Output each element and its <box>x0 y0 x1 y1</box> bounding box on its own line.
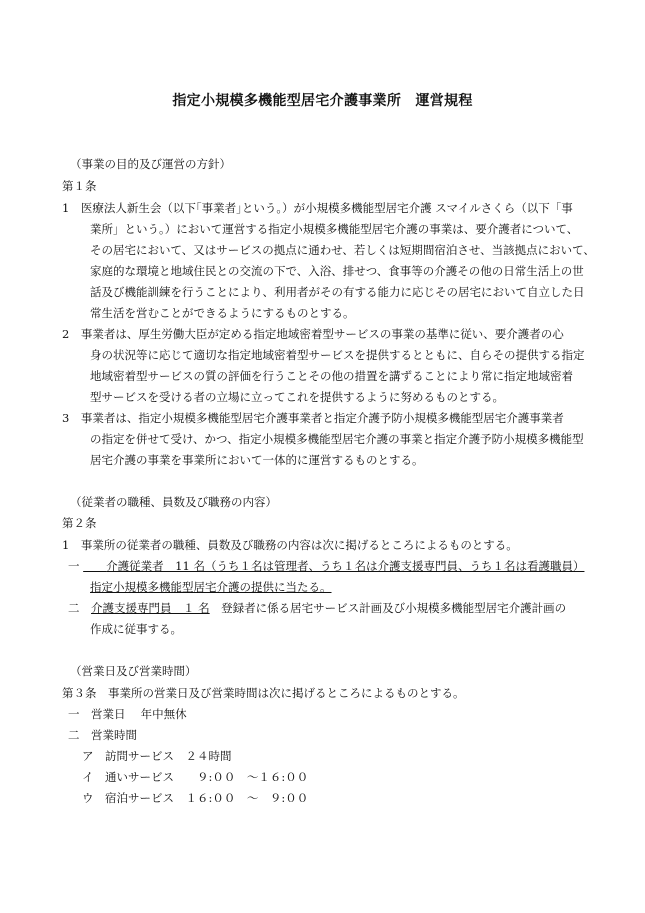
article-1-para-1-line: 常生活を営むことができるようにするものとする。 <box>90 306 355 320</box>
article-3-line: 第３条 事業所の営業日及び営業時間は次に掲げるところによるものとする。 <box>62 686 465 700</box>
article-2-intro: 1 事業所の従業者の職種、員数及び職務の内容は次に掲げるところによるものとする。 <box>62 538 518 552</box>
section-heading-purpose: （事業の目的及び運営の方針） <box>70 157 231 171</box>
article-2-label: 第２条 <box>62 516 97 530</box>
article-1-para-1-line: 話及び機能訓練を行うことにより、利用者がその有する能力に応じその居宅において自立した日 <box>90 285 585 299</box>
business-days-item: 一 営業日 年中無休 <box>68 707 187 721</box>
staff-item-2-rest: 登録者に係る居宅サービス計画及び小規模多機能型居宅介護計画の <box>209 601 567 615</box>
article-1-para-2-line: 地域密着型サービスの質の評価を行うことその他の措置を講ずることにより常に指定地域密着 <box>90 369 573 383</box>
article-1-para-3-line: 居宅介護の事業を事業所において一体的に運営するものとする。 <box>90 453 424 467</box>
article-1-para-3-line: の指定を併せて受け、かつ、指定小規模多機能型居宅介護の事業と指定介護予防小規模多機能型 <box>90 432 584 446</box>
staff-item-2-line-2: 作成に従事する。 <box>90 622 182 636</box>
section-heading-hours: （営業日及び営業時間） <box>70 664 197 678</box>
staff-item-2 <box>68 600 566 616</box>
article-1-para-3-line: 3 事業者は、指定小規模多機能型居宅介護事業者と指定介護予防小規模多機能型居宅介護事業者 <box>62 411 564 425</box>
section-heading-staff: （従業者の職種、員数及び職務の内容） <box>70 495 277 509</box>
hours-row-day: イ 通いサービス ９:００ ～１６:００ <box>82 770 309 784</box>
staff-item-1 <box>68 558 584 574</box>
article-1-para-1-line: 業所」という。）において運営する指定小規模多機能型居宅介護の事業は、要介護者について、 <box>90 222 579 236</box>
staff-item-1-text: 介護従業者 11 名（うち１名は管理者、うち１名は介護支援専門員、うち１名は看護職員） <box>106 559 585 573</box>
article-1-para-1-line: その居宅において、又はサービスの拠点に通わせ、若しくは短期間宿泊させ、当該拠点において、 <box>90 243 595 257</box>
hours-row-stay: ウ 宿泊サービス １６:００ ～ ９:００ <box>82 791 309 805</box>
staff-item-1-line-1 <box>83 559 584 573</box>
document-title: 指定小規模多機能型居宅介護事業所 運営規程 <box>172 93 473 109</box>
staff-item-1-line-2: 指定小規模多機能型居宅介護の提供に当たる。 <box>90 580 332 594</box>
staff-item-number: 一 <box>68 559 80 573</box>
staff-item-2-label: 介護支援専門員 １ 名 <box>91 601 210 615</box>
hours-row-visit: ア 訪問サービス ２４時間 <box>82 749 232 763</box>
article-1-para-2-line: 型サービスを受ける者の立場に立ってこれを提供するように努めるものとする。 <box>90 390 504 404</box>
article-1-para-1-line: 家庭的な環境と地域住民との交流の下で、入浴、排せつ、食事等の介護その他の日常生活上の世 <box>90 264 584 278</box>
article-1-para-1-line: 1 医療法人新生会（以下｢事業者｣という。）が小規模多機能型居宅介護 スマイルさくら（以下「事 <box>62 201 573 215</box>
staff-item-number: 二 <box>68 601 80 615</box>
article-1-para-2-line: 2 事業者は、厚生労働大臣が定める指定地域密着型サービスの事業の基準に従い、要介護者の心 <box>62 327 564 341</box>
business-hours-item: 二 営業時間 <box>68 728 137 742</box>
article-1-para-2-line: 身の状況等に応じて適切な指定地域密着型サービスを提供するとともに、自らその提供する指定 <box>90 348 585 362</box>
article-1-label: 第１条 <box>62 179 97 193</box>
